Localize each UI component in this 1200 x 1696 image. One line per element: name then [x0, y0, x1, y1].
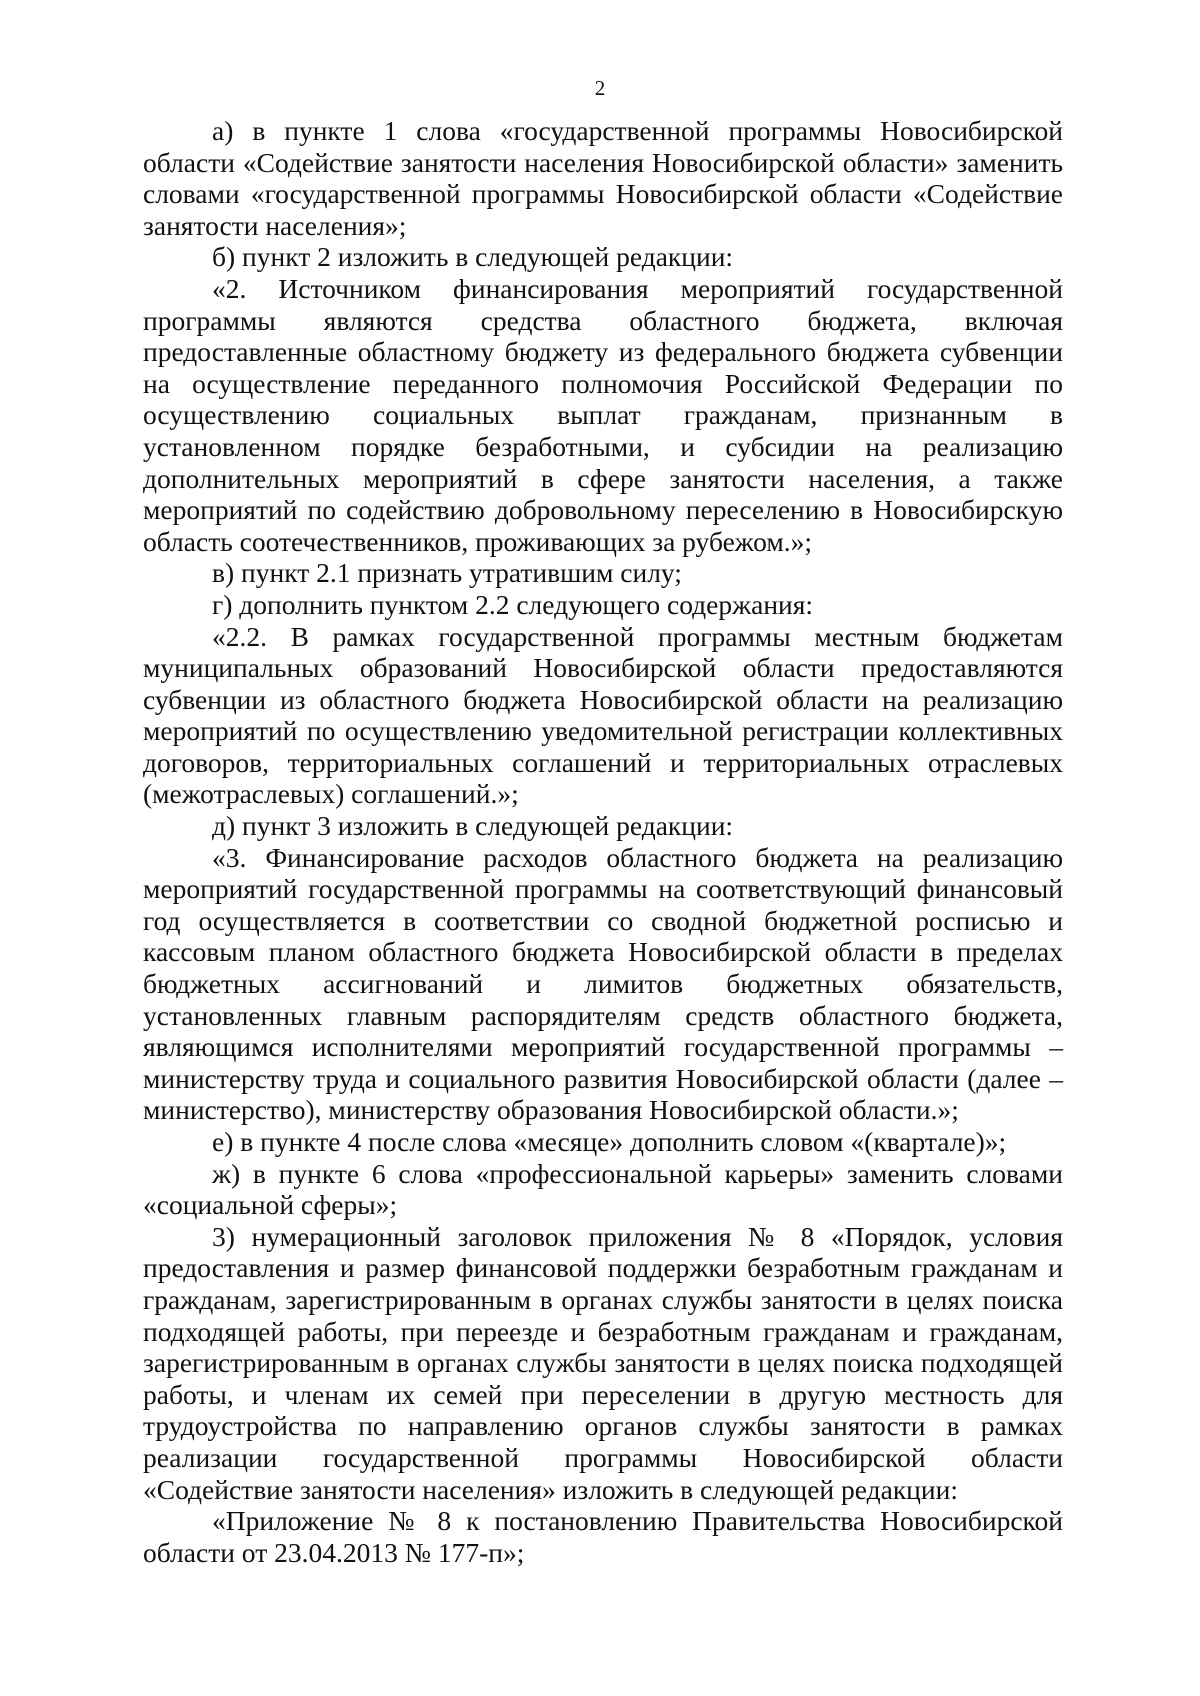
page-number: 2: [594, 76, 606, 100]
paragraph-clause-3-text: «3. Финансирование расходов областного бюджета на реализацию мероприятий государственной программы на соответствующий финансовый год осуществляется в соответствии со сводной бюджетной росписью и кассовым планом областного бюджета Новосибирской области в пределах бюджетных ассигнований и лимитов бюджетных обязательств, установленных главным распорядителям средств областного бюджета, являющимся исполнителями мероприятий государственной программы – министерству труда и социального развития Новосибирской области (далее – министерство), министерству образования Новосибирской области.»;: [143, 841, 1063, 1126]
paragraph-item-e: е) в пункте 4 после слова «месяце» дополнить словом «(квартале)»;: [212, 1126, 1007, 1157]
paragraph-item-zh: ж) в пункте 6 слова «профессиональной карьеры» заменить словами «социальной сферы»;: [143, 1157, 1063, 1221]
paragraph-item-g: г) дополнить пунктом 2.2 следующего содержания:: [212, 588, 814, 620]
paragraph-clause-2-text: «2. Источником финансирования мероприятий государственной программы являются средства областного бюджета, включая предоставленные областному бюджету из федерального бюджета субвенции на осуществление переданного полномочия Российской Федерации по осуществлению социальных выплат гражданам, признанным в установленном порядке безработными, и субсидии на реализацию дополнительных мероприятий в сфере занятости населения, а также мероприятий по содействию добровольному переселению в Новосибирскую область соотечественников, проживающих за рубежом.»;: [143, 272, 1063, 557]
paragraph-item-3: 3) нумерационный заголовок приложения № 8 «Порядок, условия предоставления и размер финансовой поддержки безработным гражданам и гражданам, зарегистрированным в органах службы занятости в целях поиска подходящей работы, при переезде и безработным гражданам и гражданам, зарегистрированным в органах службы занятости в целях поиска подходящей работы, и членам их семей при переселении в другую местность для трудоустройства по направлению органов службы занятости в рамках реализации государственной программы Новосибирской области «Содействие занятости населения» изложить в следующей редакции:: [143, 1220, 1063, 1505]
paragraph-item-d: д) пункт 3 изложить в следующей редакции:: [212, 810, 734, 842]
paragraph-appendix-8-title: «Приложение № 8 к постановлению Правительства Новосибирской области от 23.04.2013 № 177-п»;: [143, 1505, 1063, 1568]
paragraph-clause-2-2-text: «2.2. В рамках государственной программы местным бюджетам муниципальных образований Новосибирской области предоставляются субвенции из областного бюджета Новосибирской области на реализацию мероприятий по осуществлению уведомительной регистрации коллективных договоров, территориальных соглашений и территориальных отраслевых (межотраслевых) соглашений.»;: [143, 620, 1063, 810]
document-body: [143, 115, 1063, 1568]
paragraph-item-b: б) пункт 2 изложить в следующей редакции:: [212, 241, 734, 273]
paragraph-item-a: а) в пункте 1 слова «государственной программы Новосибирской области «Содействие занятости населения Новосибирской области» заменить словами «государственной программы Новосибирской области «Содействие занятости населения»;: [143, 115, 1063, 241]
paragraph-item-v: в) пункт 2.1 признать утратившим силу;: [212, 557, 682, 589]
